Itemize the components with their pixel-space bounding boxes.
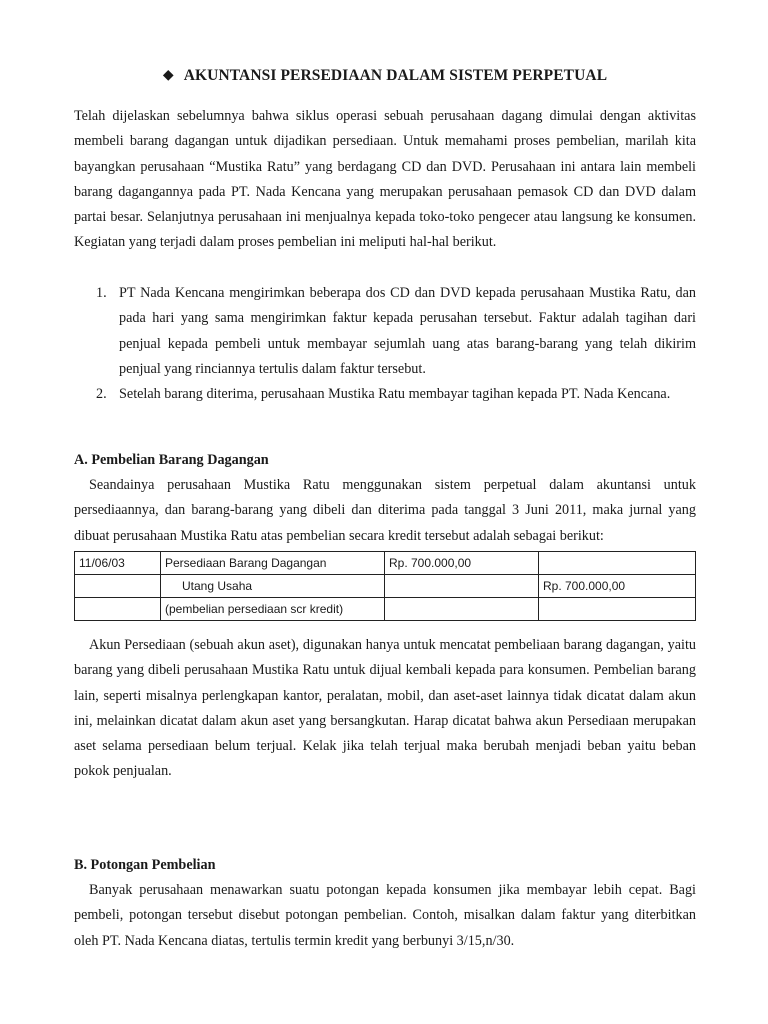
process-list (74, 281, 696, 407)
table-row (75, 575, 696, 598)
section-b-paragraph: Banyak perusahaan menawarkan suatu potongan kepada konsumen jika membayar lebih cepat. Bagi pembeli, potongan tersebut disebut potongan pembelian. Contoh, misalkan dalam faktur yang diterbitkan oleh PT. Nada Kencana diatas, tertulis termin kredit yang berbunyi 3/15,n/30. (74, 882, 696, 949)
journal-credit (539, 598, 696, 621)
journal-account (161, 575, 385, 598)
journal-credit (539, 552, 696, 575)
table-row (75, 598, 696, 621)
list-number: 1. (96, 285, 107, 301)
journal-date (75, 575, 161, 598)
list-text: PT Nada Kencana mengirimkan beberapa dos CD dan DVD kepada perusahaan Mustika Ratu, dan pada hari yang sama mengirimkan faktur kepada perusahan tersebut. Faktur adalah tagihan dari penjual kepada pembeli untuk membayar sejumlah uang atas barang-barang yang telah dikirim penjual yang rinciannya tertulis dalam faktur tersebut. (119, 285, 696, 377)
journal-debit (385, 575, 539, 598)
diamond-bullet-icon: ◆ (162, 68, 174, 83)
table-row (75, 552, 696, 575)
list-number: 2. (96, 386, 107, 403)
intro-paragraph: Telah dijelaskan sebelumnya bahwa siklus operasi sebuah perusahaan dagang dimulai dengan aktivitas membeli barang dagangan untuk dijadikan persediaan. Untuk memahami proses pembelian, marilah kita bayangkan perusahaan “Mustika Ratu” yang berdagang CD dan DVD. Perusahaan ini antara lain membeli barang dagangannya pada PT. Nada Kencana yang merupakan perusahaan pemasok CD dan DVD dalam partai besar. Selanjutnya perusahaan ini menjualnya kepada toko-toko pengecer atau langsung ke konsumen. Kegiatan yang terjadi dalam proses pembelian ini meliputi hal-hal berikut. (74, 108, 696, 251)
journal-credit: Rp. 700.000,00 (539, 575, 696, 598)
list-text: Setelah barang diterima, perusahaan Mustika Ratu membayar tagihan kepada PT. Nada Kencana. (119, 386, 671, 403)
page-title (74, 67, 696, 85)
journal-account: (pembelian persediaan scr kredit) (161, 598, 385, 621)
journal-debit: Rp. 700.000,00 (385, 552, 539, 575)
title-text: AKUNTANSI PERSEDIAAN DALAM SISTEM PERPETUAL (183, 67, 608, 84)
journal-date (75, 598, 161, 621)
section-a-paragraph: Seandainya perusahaan Mustika Ratu menggunakan sistem perpetual dalam akuntansi untuk persediaannya, dan barang-barang yang dibeli dan diterima pada tanggal 3 Juni 2011, maka jurnal yang dibuat perusahaan Mustika Ratu atas pembelian secara kredit tersebut adalah sebagai berikut: (74, 477, 696, 544)
journal-account: Persediaan Barang Dagangan (161, 552, 385, 575)
list-item (74, 281, 696, 382)
journal-table (74, 551, 696, 621)
section-a-heading: A. Pembelian Barang Dagangan (74, 452, 269, 468)
list-item (74, 382, 696, 407)
journal-debit (385, 598, 539, 621)
journal-account-text: Utang Usaha (182, 579, 253, 593)
section-b-heading: B. Potongan Pembelian (74, 857, 216, 873)
section-a-paragraph-2: Akun Persediaan (sebuah akun aset), digunakan hanya untuk mencatat pembeliaan barang dagangan, yaitu barang yang dibeli perusahaan Mustika Ratu untuk dijual kembali kepada para konsumen. Pembelian barang lain, seperti misalnya perlengkapan kantor, peralatan, mobil, dan aset-aset lainnya tidak dicatat dalam akun ini, melainkan dicatat dalam akun aset yang bersangkutan. Harap dicatat bahwa akun Persediaan merupakan aset selama persediaan belum terjual. Kelak jika telah terjual maka berubah menjadi beban yaitu beban pokok penjualan. (74, 637, 696, 780)
journal-date: 11/06/03 (75, 552, 161, 575)
